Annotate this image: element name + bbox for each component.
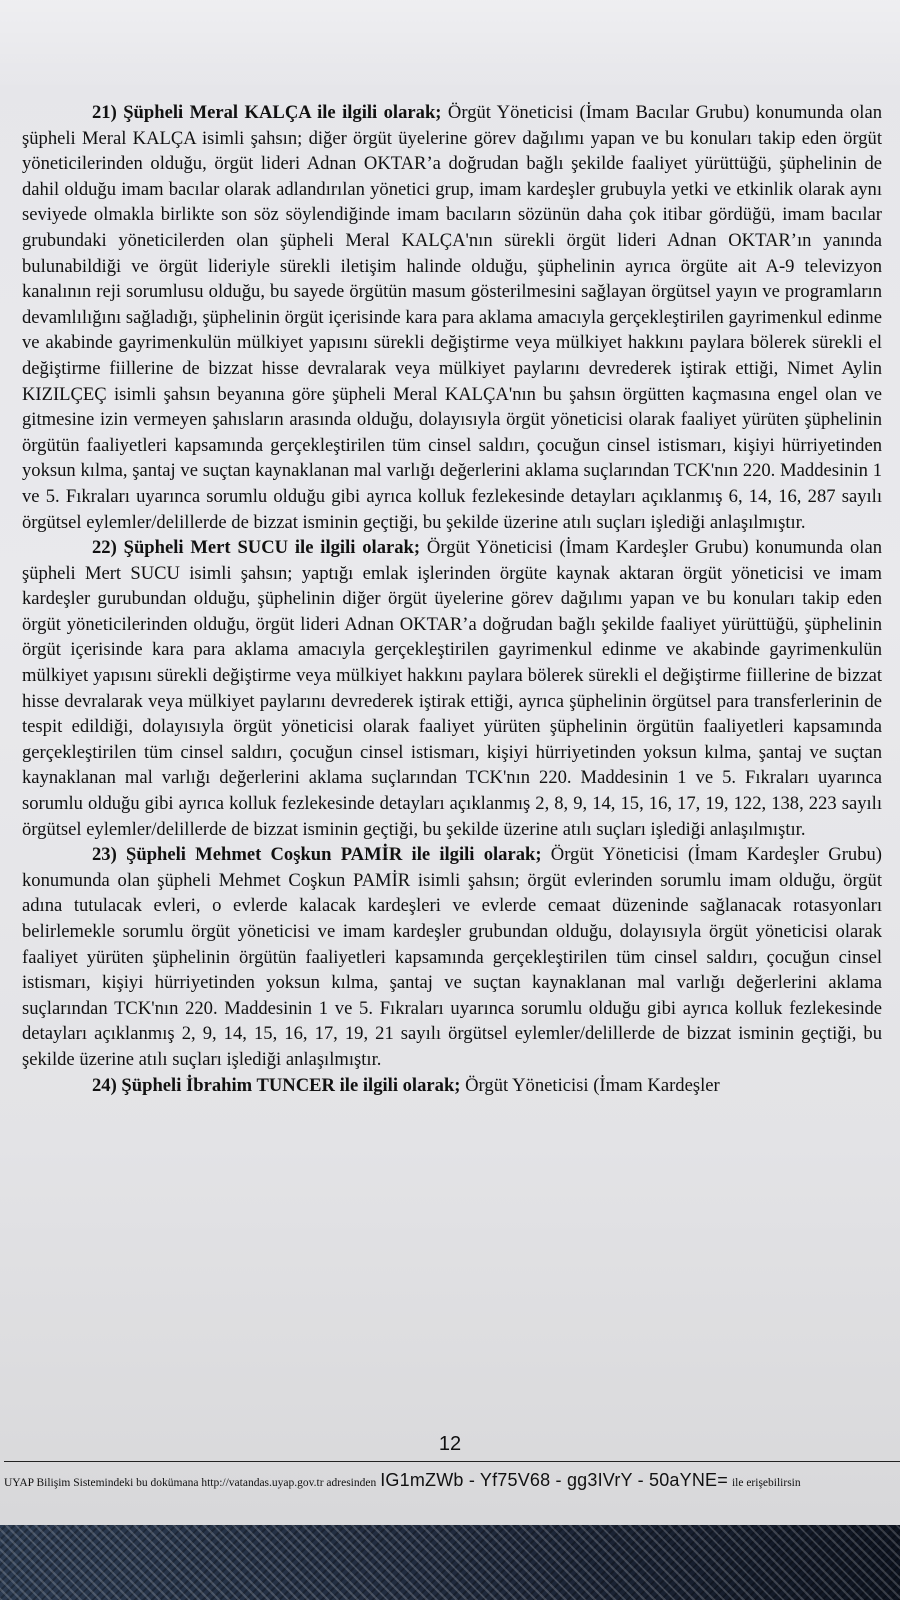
- paragraph-text: Örgüt Yöneticisi (İmam Bacılar Grubu) konumunda olan şüpheli Meral KALÇA isimli şahsın; diğer örgüt üyelerine görev dağılımı yapan ve bu konuları takip eden örgüt yöneticilerinden olduğu, örgüt lideri Adnan OKTAR’a doğrudan bağlı şekilde faaliyet yürüttüğü, şüphelinin de dahil olduğu imam bacılar olarak adlandırılan yönetici grup, imam kardeşler grubuyla yetki ve etkinlik olarak aynı seviyede olmakla birlikte son söz söylendiğinde imam bacıların sözünün daha çok itibar gördüğü, imam bacılar grubundaki yöneticilerden olan şüpheli Meral KALÇA'nın sürekli örgüt lideri Adnan OKTAR’ın yanında bulunabildiği ve örgüt lideriyle sürekli iletişim halinde olduğu, şüphelinin ayrıca örgüte ait A-9 televizyon kanalının reji sorumlusu olduğu, bu sayede örgütün masum gösterilmesini sağlayan örgütsel yayın ve programların devamlılığını sağladığı, şüphelinin örgüt içerisinde kara para aklama amacıyla gerçekleştirilen gayrimenkul edinme ve akabinde gayrimenkulün mülkiyet yapısını sürekli değiştirme veya mülkiyet hakkını paylara bölerek sürekli el değiştirme fiillerine de bizzat hisse devralarak veya mülkiyet paylarını devrederek iştirak ettiği, Nimet Aylin KIZILÇEÇ isimli şahsın beyanına göre şüpheli Meral KALÇA'nın bu şahsın örgütten kaçmasına engel olan ve gitmesine izin vermeyen şahısların arasında olduğu, dolayısıyla örgüt yöneticisi olarak faaliyet yürüten şüphelinin örgütün faaliyetleri kapsamında gerçekleştirilen tüm cinsel saldırı, çocuğun cinsel istismarı, kişiyi hürriyetinden yoksun kılma, şantaj ve suçtan kaynaklanan mal varlığı değerlerini aklama suçlarından TCK'nın 220. Maddesinin 1 ve 5. Fıkraları uyarınca sorumlu olduğu gibi ayrıca kolluk fezlekesinde detayları açıklanmış 6, 14, 16, 287 sayılı örgütsel eylemler/delillerde de bizzat isminin geçtiği, bu şekilde üzerine atılı suçları işlediği anlaşılmıştır.: [22, 102, 882, 533]
- background-fabric: [0, 1525, 900, 1600]
- paragraph-text: Örgüt Yöneticisi (İmam Kardeşler: [460, 1074, 720, 1096]
- paragraph-heading: 21) Şüpheli Meral KALÇA ile ilgili olarak;: [92, 102, 442, 123]
- footer-verification: [4, 1470, 900, 1491]
- footer-suffix: ile erişebilirsin: [731, 1477, 801, 1489]
- paragraph-text: Örgüt Yöneticisi (İmam Kardeşler Grubu) konumunda olan şüpheli Mert SUCU isimli şahsın; yaptığı emlak işlerinden örgüte kaynak aktaran örgüt yöneticisi ve imam kardeşler gurubundan olduğu, şüphelinin diğer örgüt üyelerine görev dağılımı yapan ve bu konuları takip eden örgüt yöneticilerinden olduğu, örgüt lideri Adnan OKTAR’a doğrudan bağlı şekilde faaliyet yürüttüğü, şüphelinin örgüt içerisinde kara para aklama amacıyla gerçekleştirilen gayrimenkul edinme ve akabinde gayrimenkulün mülkiyet yapısını sürekli değiştirme veya mülkiyet hakkını paylara bölerek sürekli el değiştirme fiillerine de bizzat hisse devralarak veya mülkiyet paylarını devrederek iştirak ettiği, ayrıca şüphelinin örgütsel para transferlerinin de tespit edildiği, dolayısıyla örgüt yöneticisi olarak faaliyet yürüten şüphelinin örgütün faaliyetleri kapsamında gerçekleştirilen tüm cinsel saldırı, çocuğun cinsel istismarı, kişiyi hürriyetinden yoksun kılma, şantaj ve suçtan kaynaklanan mal varlığı değerlerini aklama suçlarından TCK'nın 220. Maddesinin 1 ve 5. Fıkraları uyarınca sorumlu olduğu gibi ayrıca kolluk fezlekesinde detayları açıklanmış 2, 8, 9, 14, 15, 16, 17, 19, 122, 138, 223 sayılı örgütsel eylemler/delillerde de bizzat isminin geçtiği, bu şekilde üzerine atılı suçları işlediği anlaşılmıştır.: [22, 537, 882, 840]
- paragraph-text: Örgüt Yöneticisi (İmam Kardeşler Grubu) konumunda olan şüpheli Mehmet Coşkun PAMİR isimli şahsın; örgüt evlerinden sorumlu imam olduğu, örgüt adına tutulacak evleri, o evlerde kalacak kardeşleri ve evlerde cemaat düzeninde sağlanacak rotasyonları belirlemekle sorumlu örgüt yöneticisi ve imam kardeşler grubundan olduğu, dolayısıyla örgüt yöneticisi olarak faaliyet yürüten şüphelinin örgütün faaliyetleri kapsamında gerçekleştirilen tüm cinsel saldırı, çocuğun cinsel istismarı, kişiyi hürriyetinden yoksun kılma, şantaj ve suçtan kaynaklanan mal varlığı değerlerini aklama suçlarından TCK'nın 220. Maddesinin 1 ve 5. Fıkraları uyarınca sorumlu olduğu gibi ayrıca kolluk fezlekesinde detayları açıklanmış 2, 9, 14, 15, 16, 17, 19, 21 sayılı örgütsel eylemler/delillerde de bizzat isminin geçtiği, bu şekilde üzerine atılı suçları işlediği anlaşılmıştır.: [22, 844, 882, 1070]
- footer-prefix: UYAP Bilişim Sistemindeki bu dokümana http://vatandas.uyap.gov.tr adresinden: [4, 1477, 377, 1489]
- footer-divider: [4, 1461, 900, 1462]
- document-body: [22, 100, 882, 1098]
- paragraph-22: [22, 535, 882, 842]
- paragraph-24: [22, 1073, 882, 1099]
- paragraph-heading: 23) Şüpheli Mehmet Coşkun PAMİR ile ilgili olarak;: [92, 844, 542, 866]
- verification-code: IG1mZWb - Yf75V68 - gg3IVrY - 50aYNE=: [380, 1470, 728, 1490]
- paragraph-23: [22, 842, 882, 1072]
- paragraph-heading: 24) Şüpheli İbrahim TUNCER ile ilgili olarak;: [92, 1074, 461, 1096]
- paragraph-heading: 22) Şüpheli Mert SUCU ile ilgili olarak;: [92, 537, 421, 559]
- page-top-shade: [0, 0, 900, 90]
- paragraph-21: [22, 100, 882, 535]
- page-number: 12: [438, 1433, 462, 1455]
